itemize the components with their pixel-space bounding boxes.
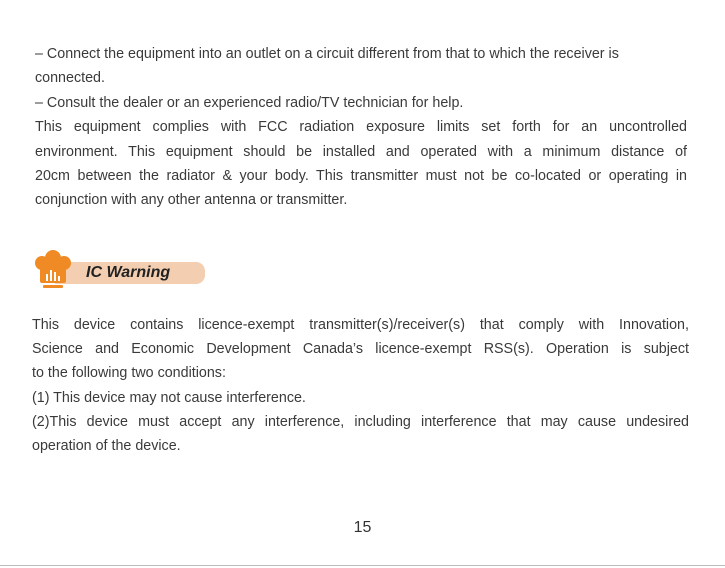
fcc-line: – Consult the dealer or an experienced radio/TV technician for help. (35, 94, 464, 111)
ic-warning-header (33, 249, 175, 291)
fcc-line: connected. (35, 70, 105, 87)
fcc-line: This equipment complies with FCC radiation exposure limits set forth for an uncontrolled (35, 119, 687, 136)
fcc-line: environment. This equipment should be installed and operated with a minimum distance of (35, 143, 687, 160)
ic-line: (1) This device may not cause interference. (32, 389, 306, 406)
page-number: 15 (353, 519, 372, 536)
footer-divider (0, 565, 725, 566)
ic-line: operation of the device. (32, 438, 181, 455)
ic-line: (2)This device must accept any interference, including interference that may cause undesired (32, 413, 689, 430)
fcc-line: 20cm between the radiator & your body. This transmitter must not be co-located or operating in (35, 168, 687, 185)
ic-warning-title: IC Warning (86, 264, 171, 281)
fcc-line: – Connect the equipment into an outlet on a circuit different from that to which the receiver is (35, 46, 619, 62)
chef-hat-icon (33, 249, 73, 291)
ic-line: Science and Economic Development Canada’s licence-exempt RSS(s). Operation is subject (32, 341, 689, 358)
ic-line: to the following two conditions: (32, 365, 226, 382)
ic-text-block (32, 313, 689, 458)
fcc-text-block (35, 42, 687, 213)
ic-line: This device contains licence-exempt transmitter(s)/receiver(s) that comply with Innovation, (32, 317, 689, 333)
fcc-line: conjunction with any other antenna or transmitter. (35, 192, 348, 209)
